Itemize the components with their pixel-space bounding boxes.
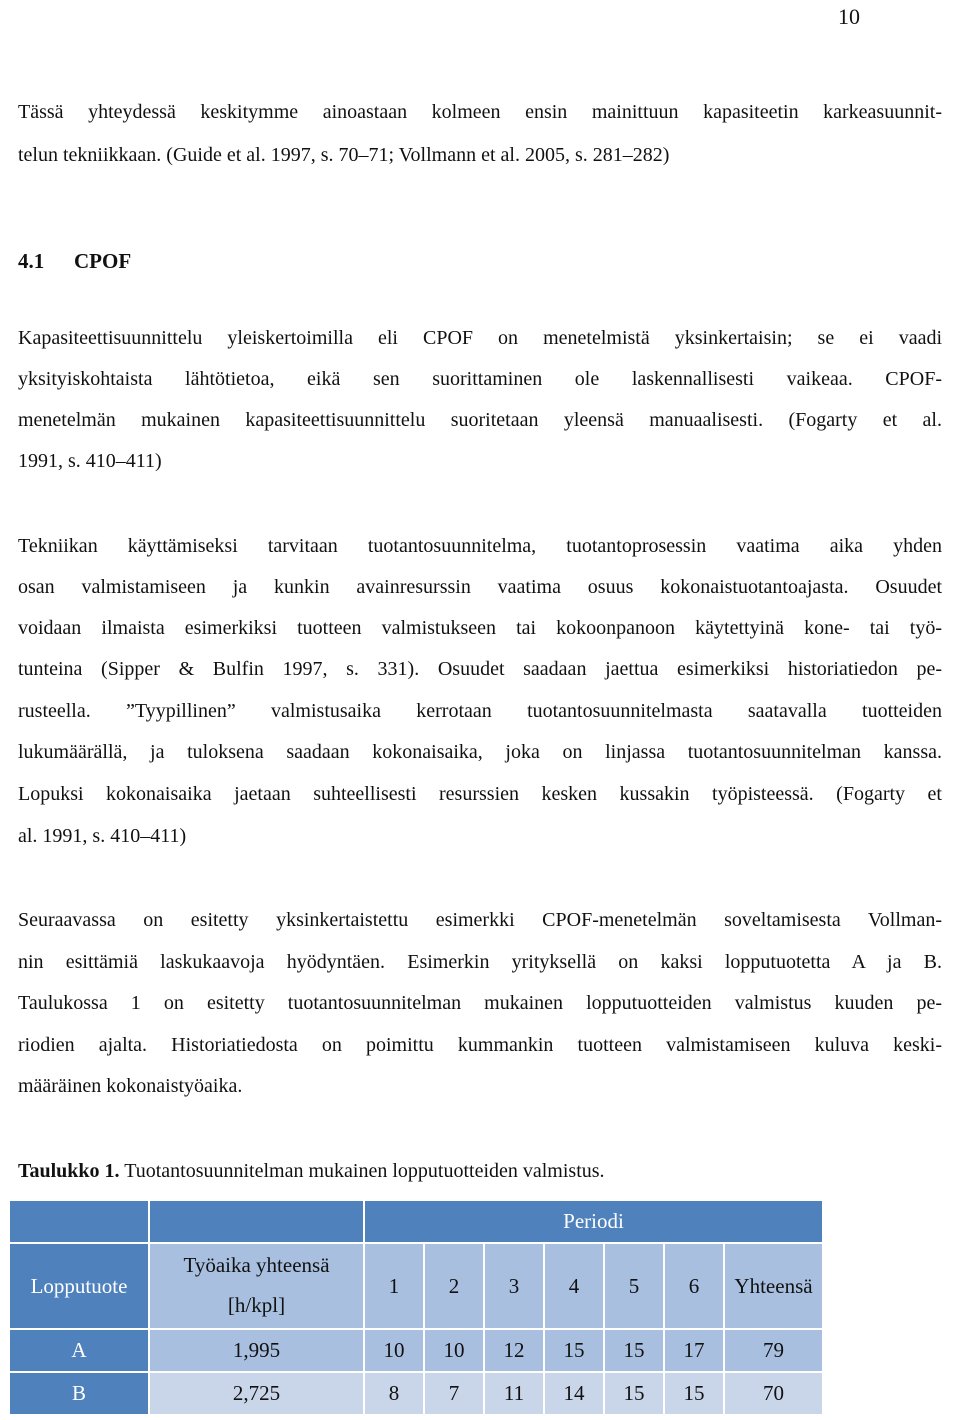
row-period-value: 15 — [605, 1330, 663, 1371]
row-period-value: 17 — [665, 1330, 723, 1371]
text-line: al. 1991, s. 410–411) — [18, 825, 187, 847]
table-caption-text: Tuotantosuunnitelman mukainen lopputuotteiden valmistus. — [119, 1160, 605, 1182]
text-line: Kapasiteettisuunnittelu yleiskertoimilla eli CPOF on menetelmistä yksinkertaisin; se ei vaadi — [18, 327, 942, 349]
row-worktime: 2,725 — [150, 1373, 363, 1414]
text-line: telun tekniikkaan. (Guide et al. 1997, s. 70–71; Vollmann et al. 2005, s. 281–282) — [18, 144, 670, 166]
text-line: määräinen kokonaistyöaika. — [18, 1075, 243, 1097]
row-period-value: 15 — [665, 1373, 723, 1414]
row-period-value: 8 — [365, 1373, 423, 1414]
row-period-value: 15 — [605, 1373, 663, 1414]
row-product: A — [10, 1330, 148, 1371]
text-line: rusteella. ”Tyypillinen” valmistusaika kerrotaan tuotantosuunnitelmasta saatavalla tuotteiden — [18, 700, 942, 722]
header-worktime-line1: Työaika yhteensä — [183, 1253, 330, 1277]
text-line: Seuraavassa on esitetty yksinkertaistettu esimerkki CPOF-menetelmän soveltamisesta Vollman- — [18, 909, 942, 931]
header-period: 6 — [665, 1244, 723, 1328]
header-worktime-line2: [h/kpl] — [227, 1293, 286, 1317]
row-total: 79 — [725, 1330, 822, 1371]
table-header-row — [10, 1244, 822, 1328]
header-period: 2 — [425, 1244, 483, 1328]
row-worktime: 1,995 — [150, 1330, 363, 1371]
text-line: voidaan ilmaista esimerkiksi tuotteen valmistukseen tai kokoonpanoon käytettyinä kone- tai työ- — [18, 617, 942, 639]
header-period: 5 — [605, 1244, 663, 1328]
row-period-value: 15 — [545, 1330, 603, 1371]
row-period-value: 10 — [365, 1330, 423, 1371]
header-product: Lopputuote — [10, 1244, 148, 1328]
page-number: 10 — [838, 4, 860, 29]
header-empty-cell — [10, 1201, 148, 1242]
header-period: 1 — [365, 1244, 423, 1328]
production-plan-table — [8, 1199, 824, 1416]
header-total: Yhteensä — [725, 1244, 822, 1328]
header-worktime — [150, 1244, 363, 1328]
row-period-value: 11 — [485, 1373, 543, 1414]
row-period-value: 12 — [485, 1330, 543, 1371]
text-line: menetelmän mukainen kapasiteettisuunnittelu suoritetaan yleensä manuaalisesti. (Fogarty et al. — [18, 409, 942, 431]
row-period-value: 10 — [425, 1330, 483, 1371]
text-line: Lopuksi kokonaisaika jaetaan suhteellisesti resurssien kesken kussakin työpisteessä. (Fogarty et — [18, 783, 942, 805]
text-line: nin esittämiä laskukaavoja hyödyntäen. Esimerkin yrityksellä on kaksi lopputuotetta A ja B. — [18, 951, 942, 973]
section-title: CPOF — [74, 249, 132, 273]
table-row — [10, 1330, 822, 1371]
text-line: Taulukossa 1 on esitetty tuotantosuunnitelman mukainen lopputuotteiden valmistus kuuden pe- — [18, 992, 942, 1014]
row-period-value: 14 — [545, 1373, 603, 1414]
table-group-header-row — [10, 1201, 822, 1242]
row-total: 70 — [725, 1373, 822, 1414]
text-line: riodien ajalta. Historiatiedosta on poimittu kummankin tuotteen valmistamiseen kuluva keski- — [18, 1034, 942, 1056]
row-product: B — [10, 1373, 148, 1414]
section-heading — [18, 246, 131, 276]
text-line: lukumäärällä, ja tuloksena saadaan kokonaisaika, joka on linjassa tuotantosuunnitelman kanssa. — [18, 741, 942, 763]
period-group-header: Periodi — [365, 1201, 822, 1242]
text-line: 1991, s. 410–411) — [18, 450, 162, 472]
text-line: yksityiskohtaista lähtötietoa, eikä sen suorittaminen ole laskennallisesti vaikeaa. CPOF- — [18, 368, 942, 390]
header-period: 4 — [545, 1244, 603, 1328]
text-line: Tässä yhteydessä keskitymme ainoastaan kolmeen ensin mainittuun kapasiteetin karkeasuunnit- — [18, 101, 942, 123]
table-caption-label: Taulukko 1. — [18, 1160, 120, 1182]
row-period-value: 7 — [425, 1373, 483, 1414]
table-caption — [18, 1156, 605, 1186]
text-line: osan valmistamiseen ja kunkin avainresurssin vaatima osuus kokonaistuotantoajasta. Osuudet — [18, 576, 942, 598]
section-number: 4.1 — [18, 249, 45, 273]
text-line: Tekniikan käyttämiseksi tarvitaan tuotantosuunnitelma, tuotantoprosessin vaatima aika yhden — [18, 535, 942, 557]
header-period: 3 — [485, 1244, 543, 1328]
header-empty-cell — [150, 1201, 363, 1242]
text-line: tunteina (Sipper & Bulfin 1997, s. 331). Osuudet saadaan jaettua esimerkiksi historiatiedon pe- — [18, 658, 942, 680]
table-row — [10, 1373, 822, 1414]
